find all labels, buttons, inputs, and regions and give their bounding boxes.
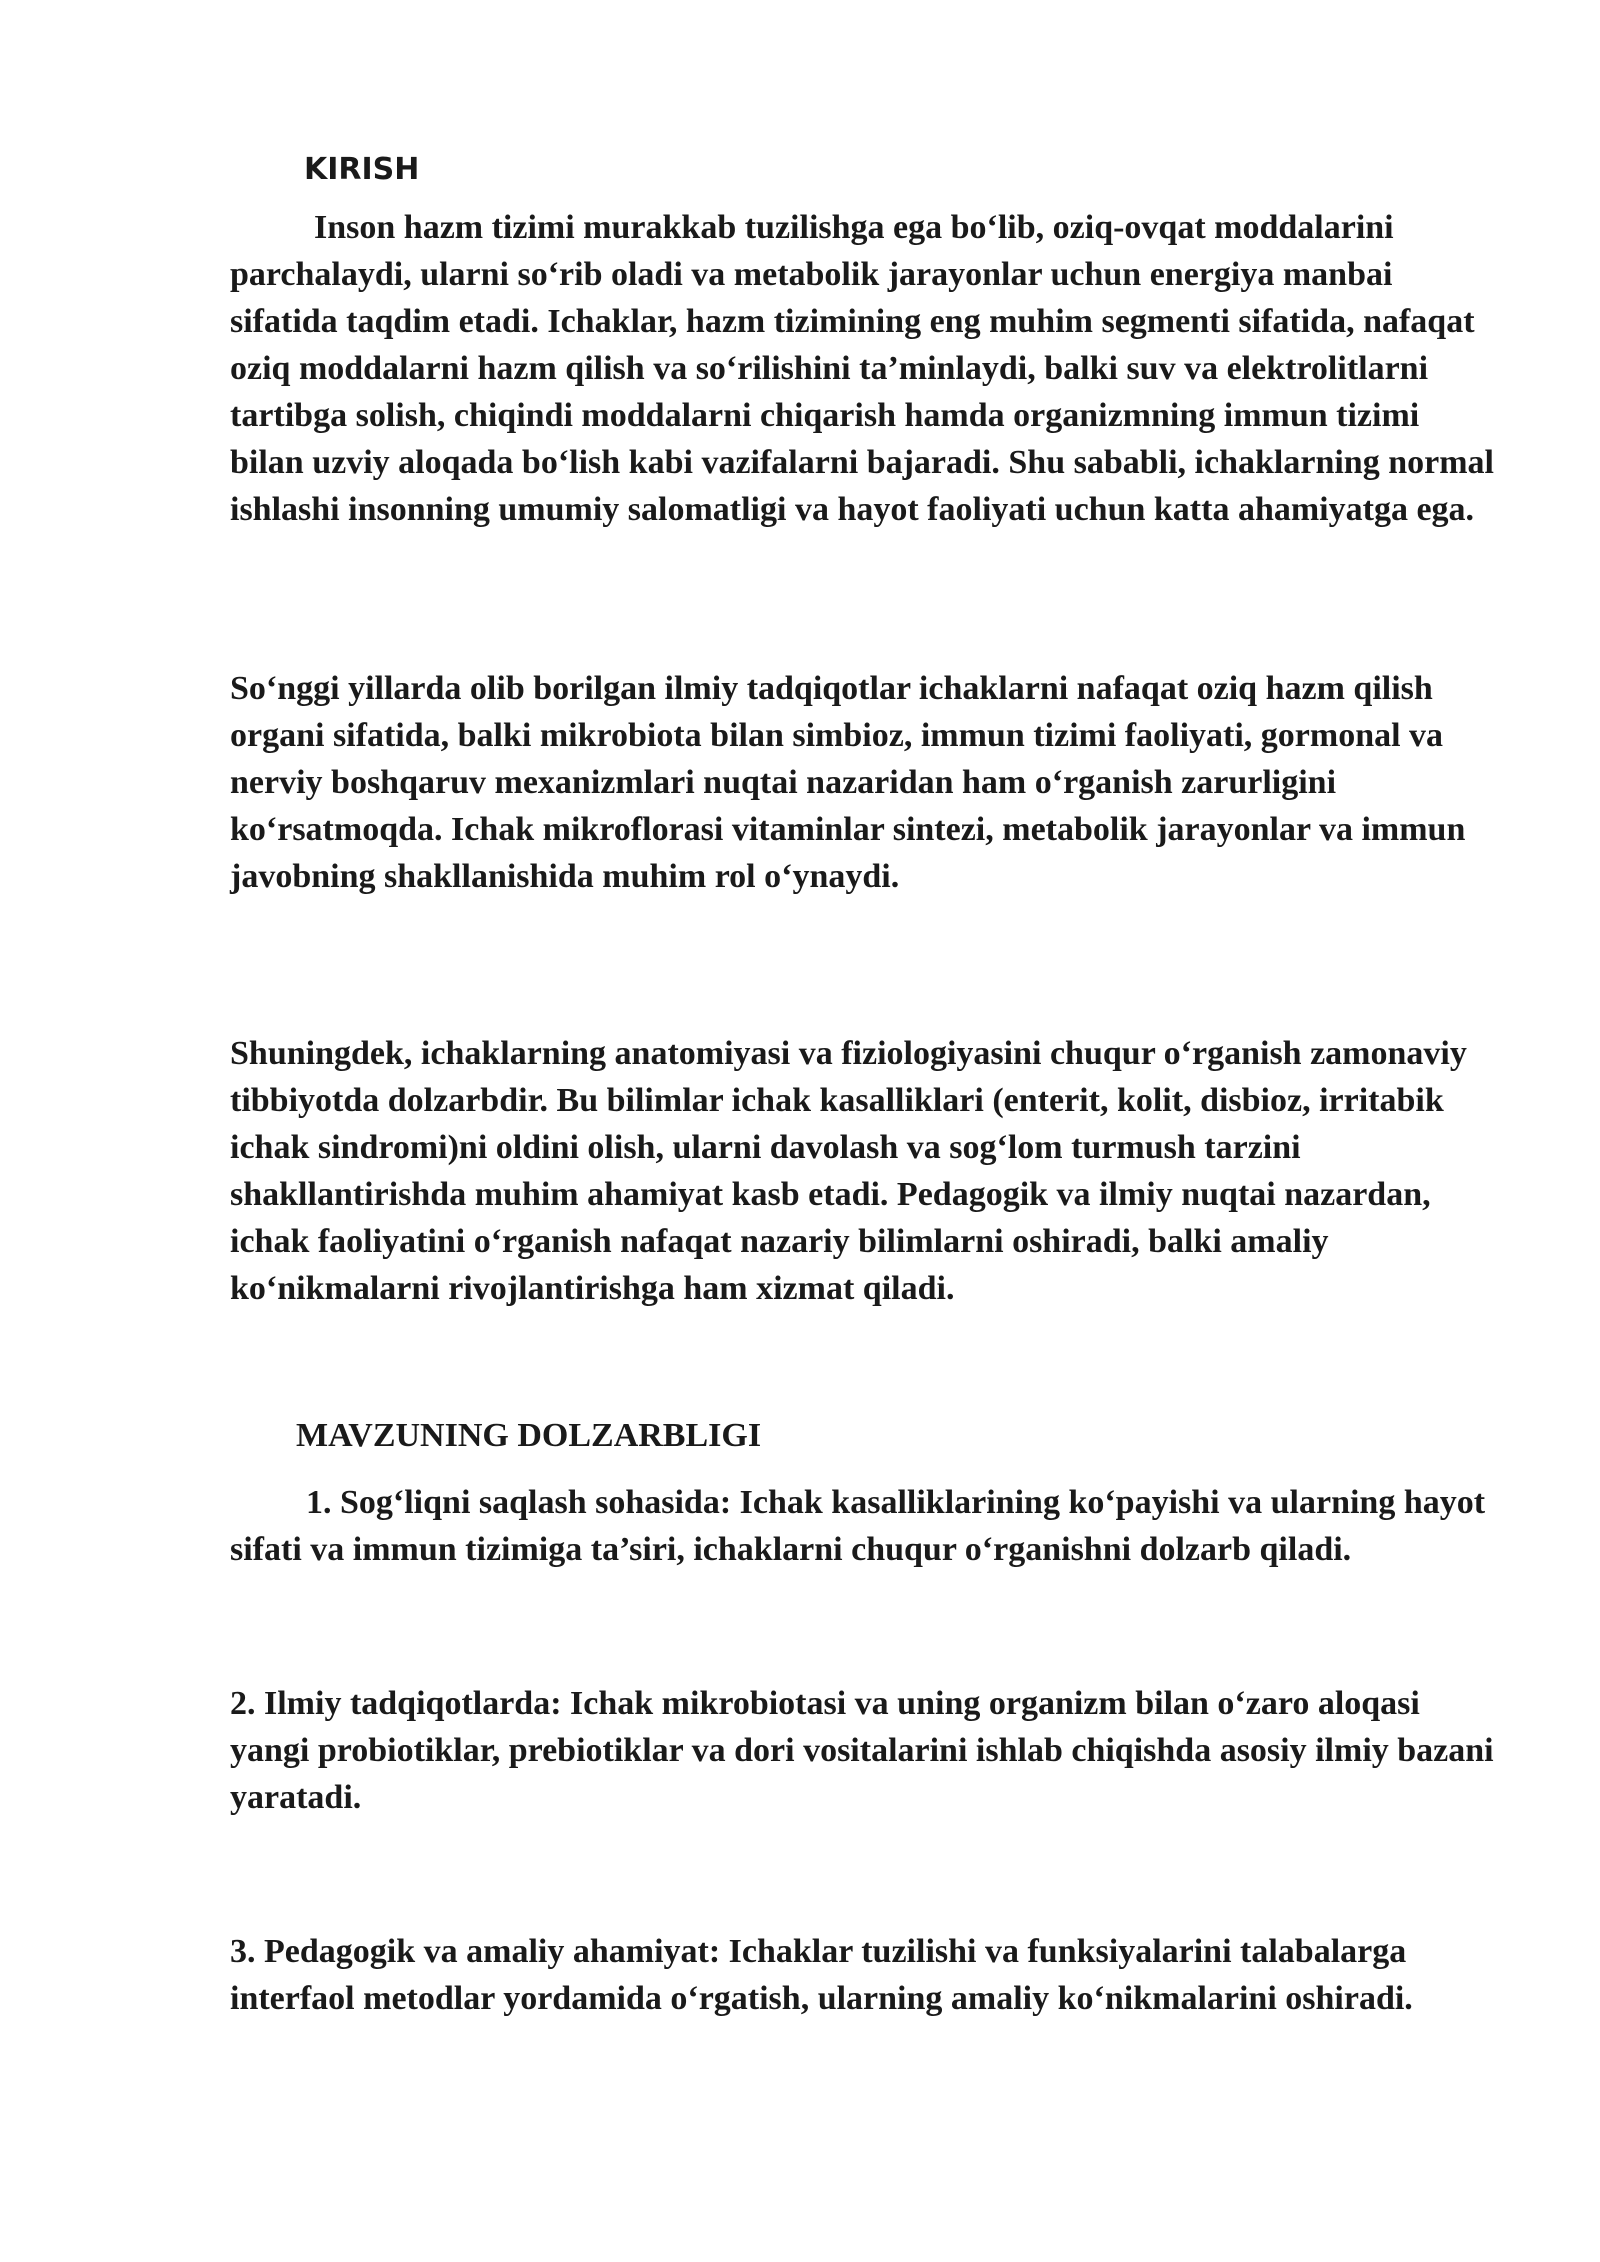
document-body: [230, 150, 1500, 2022]
intro-paragraph-3: Shuningdek, ichaklarning anatomiyasi va fiziologiyasini chuqur o‘rganish zamonaviy tibbiyotda dolzarbdir. Bu bilimlar ichak kasalliklari (enterit, kolit, disbioz, irritabik ichak sindromi)ni oldini olish, ularni davolash va sog‘lom turmush tarzini shakllantirishda muhim ahamiyat kasb etadi. Pedagogik va ilmiy nuqtai nazardan, ichak faoliyatini o‘rganish nafaqat nazariy bilimlarni oshiradi, balki amaliy ko‘nikmalarni rivojlantirishga ham xizmat qiladi.: [230, 1035, 1467, 1307]
relevance-item-3: 3. Pedagogik va amaliy ahamiyat: Ichaklar tuzilishi va funksiyalarini talabalarga interfaol metodlar yordamida o‘rgatish, ularning amaliy ko‘nikmalarini oshiradi.: [230, 1933, 1413, 2017]
relevance-item-1: 1. Sog‘liqni saqlash sohasida: Ichak kasalliklarining ko‘payishi va ularning hayot sifati va immun tizimiga ta’siri, ichaklarni chuqur o‘rganishni dolzarb qiladi.: [230, 1484, 1486, 1568]
relevance-heading: MAVZUNING DOLZARBLIGI: [296, 1417, 762, 1454]
intro-heading: KIRISH: [304, 152, 420, 187]
intro-paragraph-2: So‘nggi yillarda olib borilgan ilmiy tadqiqotlar ichaklarni nafaqat oziq hazm qilish organi sifatida, balki mikrobiota bilan simbioz, immun tizimi faoliyati, gormonal va nerviy boshqaruv mexanizmlari nuqtai nazaridan ham o‘rganish zarurligini ko‘rsatmoqda. Ichak mikroflorasi vitaminlar sintezi, metabolik jarayonlar va immun javobning shakllanishida muhim rol o‘ynaydi.: [230, 670, 1466, 895]
intro-paragraph-1: Inson hazm tizimi murakkab tuzilishga ega bo‘lib, oziq-ovqat moddalarini parchalaydi, ularni so‘rib oladi va metabolik jarayonlar uchun energiya manbai sifatida taqdim etadi. Ichaklar, hazm tizimining eng muhim segmenti sifatida, nafaqat oziq moddalarni hazm qilish va so‘rilishini ta’minlaydi, balki suv va elektrolitlarni tartibga solish, chiqindi moddalarni chiqarish hamda organizmning immun tizimi bilan uzviy aloqada bo‘lish kabi vazifalarni bajaradi. Shu sababli, ichaklarning normal ishlashi insonning umumiy salomatligi va hayot faoliyati uchun katta ahamiyatga ega.: [230, 209, 1494, 528]
relevance-item-2: 2. Ilmiy tadqiqotlarda: Ichak mikrobiotasi va uning organizm bilan o‘zaro aloqasi yangi probiotiklar, prebiotiklar va dori vositalarini ishlab chiqishda asosiy ilmiy bazani yaratadi.: [230, 1685, 1494, 1816]
